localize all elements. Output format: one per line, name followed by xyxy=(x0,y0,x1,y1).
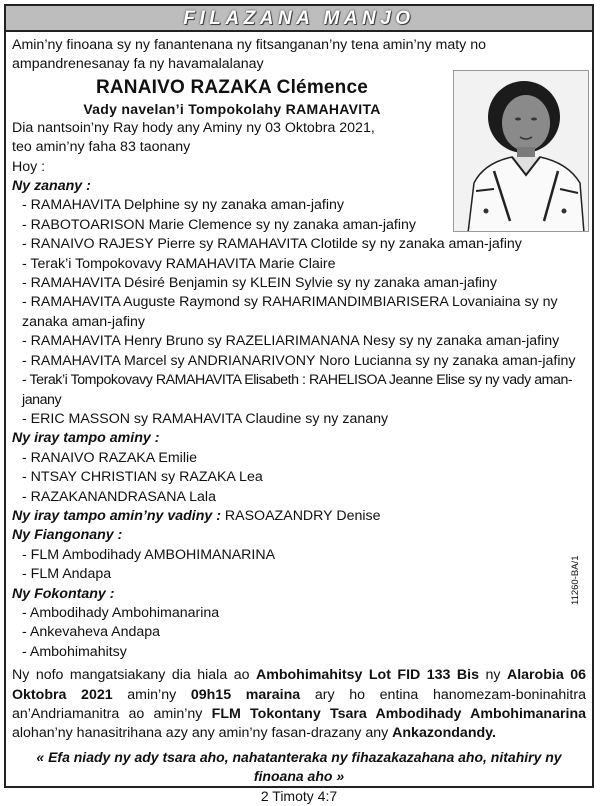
list-item: - RAMAHAVITA Désiré Benjamin sy KLEIN Sylvie sy ny zanaka aman-jafiny xyxy=(22,275,497,292)
list-item: - RAMAHAVITA Auguste Raymond sy RAHARIMANDIMBIARISERA Lovaniaina sy ny zanaka aman-jafiny xyxy=(22,294,558,330)
funeral-location: Ambohimahitsy Lot FID 133 Bis xyxy=(255,667,479,684)
list-item: - Ambodihady Ambohimanarina xyxy=(22,604,220,621)
funeral-date: Alarobia 06 Oktobra 2021 xyxy=(12,667,586,703)
list-item: - RANAIVO RAZAKA Emilie xyxy=(22,449,198,466)
funeral-time: 09h15 maraina xyxy=(190,686,301,703)
list-item: - Terak’i Tompokovavy RAMAHAVITA Marie Claire xyxy=(22,255,336,272)
funeral-text: alohan’ny hanasitrihana azy any amin’ny fasan-drazany any xyxy=(12,725,393,742)
spouse-sibling-value: RASOAZANDRY Denise xyxy=(224,507,381,524)
funeral-text: ny xyxy=(479,667,507,684)
bible-reference: 2 Timoty 4:7 xyxy=(260,787,338,804)
list-item: - RABOTOARISON Marie Clemence sy ny zanaka aman-jafiny xyxy=(22,216,416,233)
list-item: - Terak’i Tompokovavy RAMAHAVITA Elisabeth : RAHELISOA Jeanne Elise sy ny vady aman-janany xyxy=(22,372,573,408)
burial-place: Ankazondandy. xyxy=(392,725,496,742)
list-item: - Ambohimahitsy xyxy=(22,643,127,660)
section-heading-fokontany: Ny Fokontany : xyxy=(12,585,115,602)
notice-banner xyxy=(6,6,592,32)
list-item: - ERIC MASSON sy RAMAHAVITA Claudine sy ny zanany xyxy=(22,410,389,427)
list-item: - RAMAHAVITA Marcel sy ANDRIANARIVONY Noro Lucianna sy ny zanaka aman-jafiny xyxy=(22,352,576,369)
bible-quote: « Efa niady ny ady tsara aho, nahatanteraka ny fihazakazahana aho, nitahiry ny finoana aho » xyxy=(36,748,562,785)
reference-text: 11260-BA/1 xyxy=(570,555,581,605)
spouse-line: Vady navelan’i Tompokolahy RAMAHAVITA xyxy=(83,100,381,117)
list-item: - FLM Andapa xyxy=(22,566,112,583)
reference-code xyxy=(570,545,584,605)
section-heading-spouse-siblings: Ny iray tampo amin’ny vadiny : xyxy=(12,507,221,524)
deceased-name: RANAIVO RAZAKA Clémence xyxy=(95,76,369,98)
spouse-sibling-line xyxy=(12,507,586,526)
list-item: - FLM Ambodihady AMBOHIMANARINA xyxy=(22,546,276,563)
funeral-details xyxy=(12,666,586,744)
list-item: - RANAIVO RAJESY Pierre sy RAMAHAVITA Clotilde sy ny zanaka aman-jafiny xyxy=(22,236,522,253)
age-line: teo amin’ny faha 83 taonany xyxy=(12,139,191,156)
list-item: - RAMAHAVITA Henry Bruno sy RAZELIARIMANANA Nesy sy ny zanaka aman-jafiny xyxy=(22,333,560,350)
list-item: - RAMAHAVITA Delphine sy ny zanaka aman-jafiny xyxy=(22,197,344,214)
hoy-label: Hoy : xyxy=(12,158,46,175)
section-heading-church: Ny Fiangonany : xyxy=(12,527,123,544)
list-item: - Ankevaheva Andapa xyxy=(22,624,161,641)
section-heading-children: Ny zanany : xyxy=(12,178,91,195)
intro-text: Amin’ny finoana sy ny fanantenana ny fitsanganan’ny tena amin’ny maty no ampandrenesanay fa ny havamalalanay xyxy=(12,37,486,73)
list-item: - NTSAY CHRISTIAN sy RAZAKA Lea xyxy=(22,469,263,486)
funeral-church: FLM Tokontany Tsara Ambodihady Ambohimanarina xyxy=(211,706,587,722)
list-item: - RAZAKANANDRASANA Lala xyxy=(22,488,216,505)
funeral-text: amin’ny xyxy=(112,686,191,703)
funeral-text: Ny nofo mangatsiakany dia hiala ao xyxy=(12,667,256,684)
notice-body xyxy=(12,36,586,806)
section-heading-siblings: Ny iray tampo aminy : xyxy=(12,430,160,447)
banner-title: FILAZANA MANJO xyxy=(183,8,415,29)
death-date-line: Dia nantsoin’ny Ray hody any Aminy ny 03 Oktobra 2021, xyxy=(12,119,375,136)
funeral-text: ary ho entina hanomezam-boninahitra an’Andriamanitra ao amin’ny xyxy=(12,686,586,722)
